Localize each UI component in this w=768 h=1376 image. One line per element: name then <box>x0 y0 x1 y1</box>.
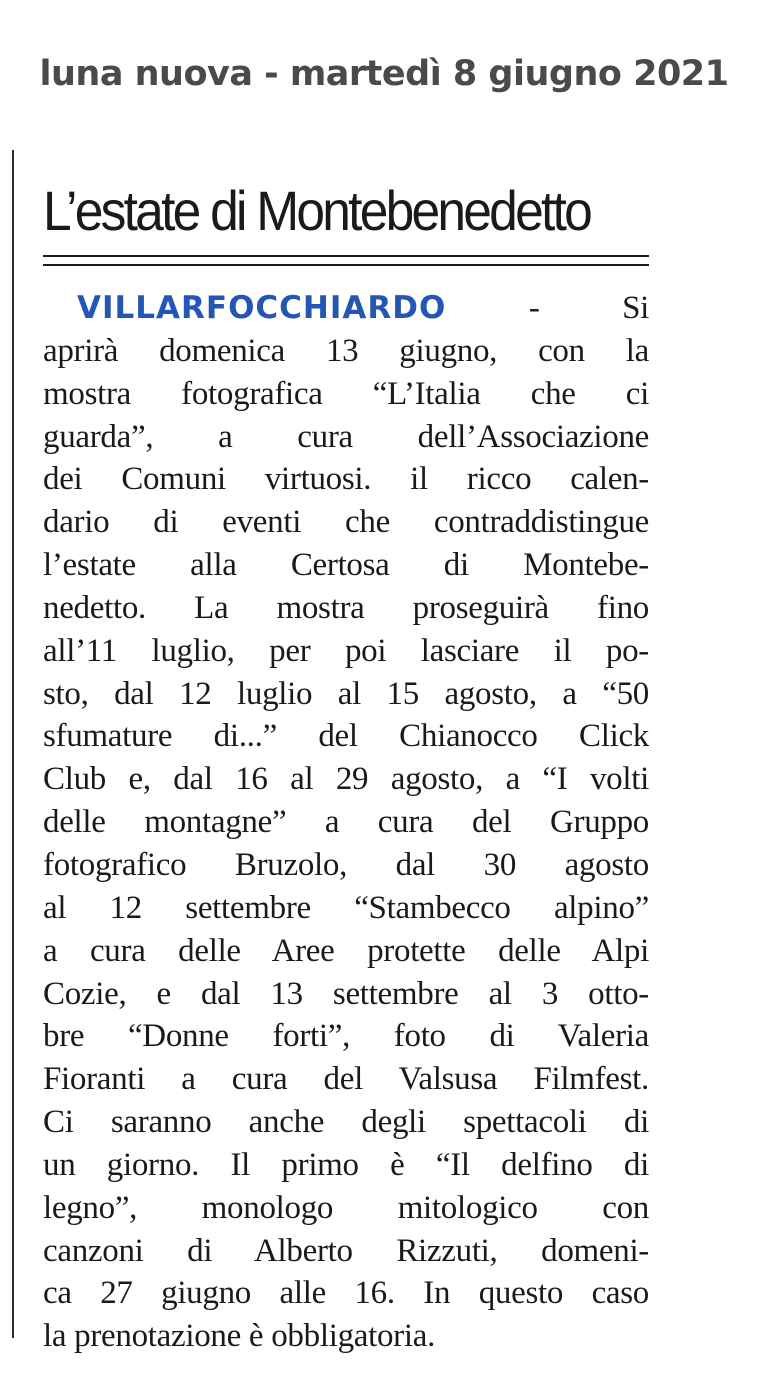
article-line: nedetto. La mostra proseguirà fino <box>43 589 649 626</box>
article-line: mostra fotografica “L’Italia che ci <box>43 375 649 412</box>
article-line: dario di eventi che contraddistingue <box>43 504 649 541</box>
article-line: l’estate alla Certosa di Montebe- <box>43 547 649 584</box>
article-line: bre “Donne forti”, foto di Valeria <box>43 1018 649 1055</box>
article-line: delle montagne” a cura del Gruppo <box>43 804 649 841</box>
first-line-rest: - Si <box>528 290 649 326</box>
headline: L’estate di Montebenedetto <box>43 179 590 242</box>
article-line: al 12 settembre “Stambecco alpino” <box>43 889 649 926</box>
article-line: dei Comuni virtuosi. il ricco calen- <box>43 461 649 498</box>
article-lines <box>43 330 649 1358</box>
article-line: Club e, dal 16 al 29 agosto, a “I volti <box>43 761 649 798</box>
article-line: a cura delle Aree protette delle Alpi <box>43 932 649 969</box>
article-line: Ci saranno anche degli spettacoli di <box>43 1104 649 1141</box>
article-line: Cozie, e dal 13 settembre al 3 otto- <box>43 975 649 1012</box>
article-first-line <box>43 287 649 330</box>
article-line: un giorno. Il primo è “Il delfino di <box>43 1146 649 1183</box>
article-body <box>43 287 649 1358</box>
kicker-location: VILLARFOCCHIARDO <box>77 290 447 326</box>
article-line: sfumature di...” del Chianocco Click <box>43 718 649 755</box>
article-line: aprirà domenica 13 giugno, con la <box>43 332 649 369</box>
column-rule <box>12 150 14 1338</box>
article-line: fotografico Bruzolo, dal 30 agosto <box>43 846 649 883</box>
headline-rule-bottom <box>43 264 649 266</box>
article-line: all’11 luglio, per poi lasciare il po- <box>43 632 649 669</box>
article-line: guarda”, a cura dell’Associazione <box>43 418 649 455</box>
article-line: legno”, monologo mitologico con <box>43 1189 649 1226</box>
article-line: canzoni di Alberto Rizzuti, domeni- <box>43 1232 649 1269</box>
article-line: ca 27 giugno alle 16. In questo caso <box>43 1275 649 1312</box>
article-line: la prenotazione è obbligatoria. <box>43 1318 436 1355</box>
article-line: Fioranti a cura del Valsusa Filmfest. <box>43 1061 649 1098</box>
article-line: sto, dal 12 luglio al 15 agosto, a “50 <box>43 675 649 712</box>
headline-rule-top <box>43 255 649 257</box>
masthead-date: luna nuova - martedì 8 giugno 2021 <box>39 54 729 94</box>
